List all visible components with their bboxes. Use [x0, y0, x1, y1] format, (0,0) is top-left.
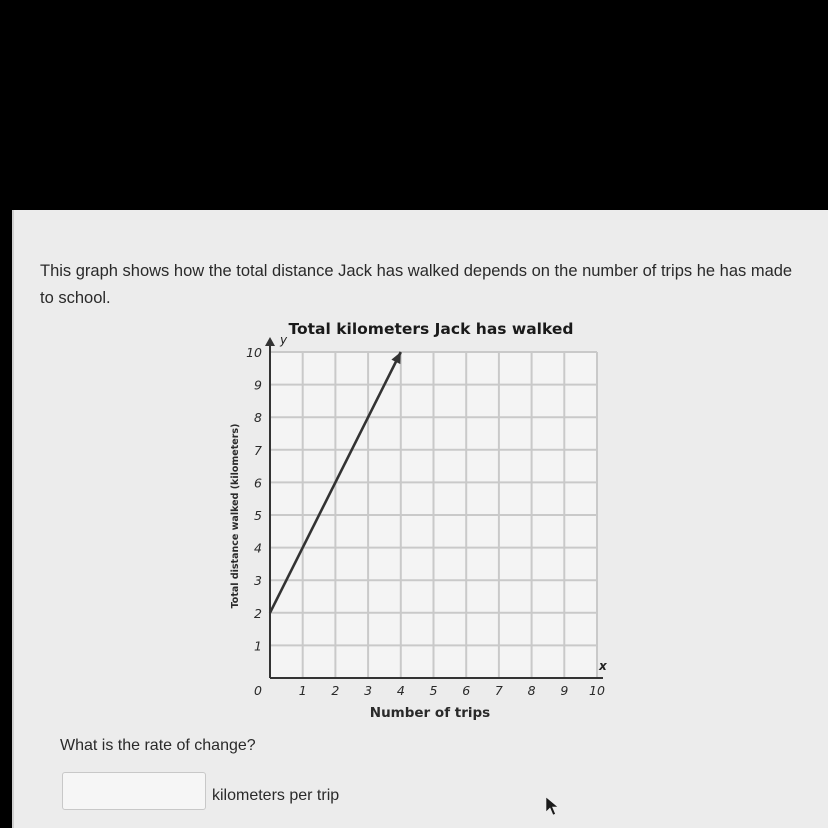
- y-tick-label: 10: [246, 345, 262, 360]
- y-tick-label: 5: [254, 508, 262, 523]
- chart-title: Total kilometers Jack has walked: [288, 320, 574, 338]
- y-axis-arrow-icon: [265, 337, 275, 346]
- x-tick-label: 4: [396, 683, 405, 698]
- question-text: This graph shows how the total distance Jack has walked depends on the number of trips he has made to school.: [40, 262, 793, 307]
- x-tick-label: 5: [429, 683, 438, 698]
- y-tick-label: 1: [254, 638, 262, 654]
- x-tick-label: 1: [298, 683, 307, 698]
- y-tick-label: 7: [254, 442, 262, 458]
- x-axis-label: Number of trips: [369, 705, 491, 721]
- mouse-cursor-icon: [545, 796, 559, 816]
- y-axis-letter: y: [280, 333, 288, 347]
- x-tick-label: 7: [494, 683, 503, 698]
- x-tick-label: 0: [254, 683, 262, 698]
- x-tick-label: 8: [527, 683, 536, 698]
- y-tick-label: 4: [254, 540, 262, 556]
- y-tick-label: 6: [254, 475, 262, 491]
- x-tick-label: 3: [364, 683, 373, 698]
- y-tick-label: 3: [254, 573, 262, 589]
- x-tick-label: 6: [462, 683, 471, 698]
- x-tick-label: 9: [560, 683, 569, 698]
- x-axis-letter: x: [599, 659, 607, 673]
- x-tick-label: 2: [331, 683, 340, 698]
- y-tick-label: 8: [254, 410, 262, 426]
- y-axis-label: Total distance walked (kilometers): [230, 423, 241, 609]
- y-tick-label: 2: [254, 605, 262, 621]
- rate-of-change-prompt: What is the rate of change?: [60, 737, 256, 754]
- x-tick-label: 10: [589, 683, 605, 698]
- unit-label: kilometers per trip: [212, 787, 340, 804]
- y-tick-label: 9: [254, 377, 262, 393]
